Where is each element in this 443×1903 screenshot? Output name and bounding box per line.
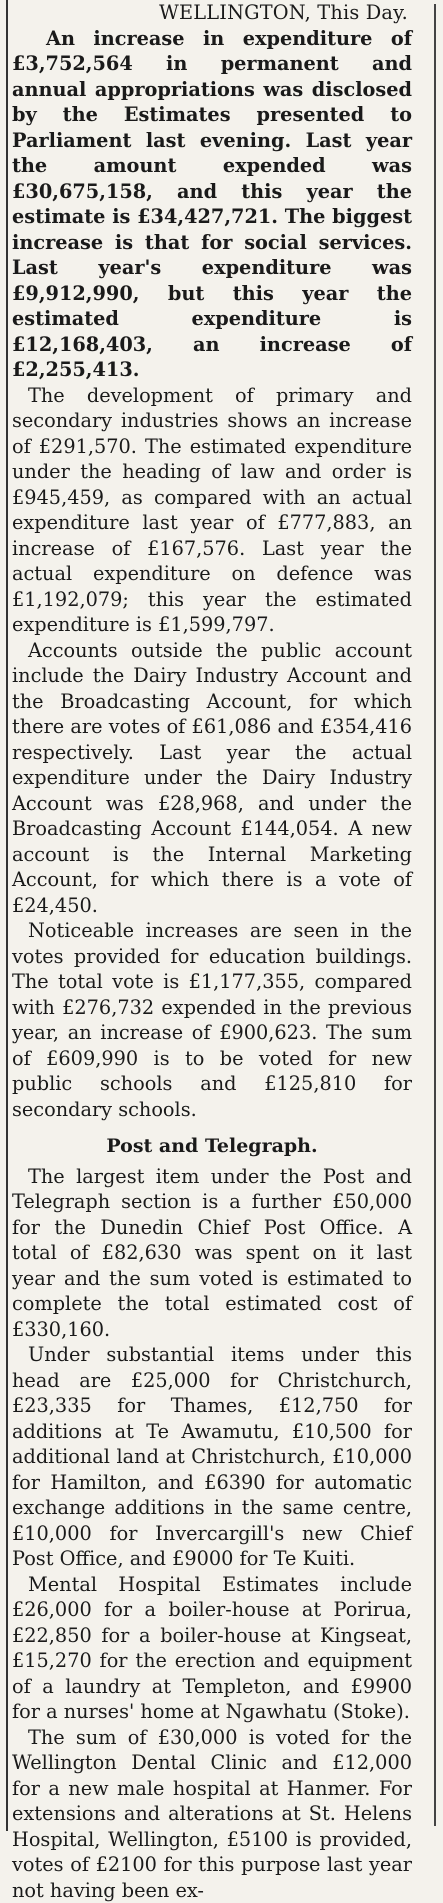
dateline: WELLINGTON, This Day.	[12, 0, 412, 26]
paragraph-post-office: The largest item under the Post and Telegraph section is a further £50,000 for the Dunedin Chief Post Office. A total of £82,630 was spent on it last year and the sum voted is estimated to complete the total estimated cost of £330,160.	[12, 1164, 412, 1343]
paragraph-mental-hospital: Mental Hospital Estimates include £26,000 for a boiler-house at Porirua, £22,850 for a boiler-house at Kingseat, £15,270 for the erection and equipment of a laundry at Templeton, and £9900 for a nurses' home at Ngawhatu (Stoke).	[12, 1572, 412, 1725]
lead-paragraph: An increase in expenditure of £3,752,564 in permanent and annual appropriations was disclosed by the Estimates presented to Parliament last evening. Last year the amount expended was £30,675,158, and this year the estimate is £34,427,721. The biggest increase is that for social services. Last year's expenditure was £9,912,990, but this year the estimated expenditure is £12,168,403, an increase of £2,255,413.	[12, 26, 412, 383]
paragraph-substantial-items: Under substantial items under this head are £25,000 for Christchurch, £23,335 for Thames, £12,750 for additions at Te Awamutu, £10,500 for additional land at Christchurch, £10,000 for Hamilton, and £6390 for automatic exchange additions in the same centre, £10,000 for Invercargill's new Chief Post Office, and £9000 for Te Kuiti.	[12, 1342, 412, 1572]
paragraph-industries: The development of primary and secondary industries shows an increase of £291,570. The estimated expenditure under the heading of law and order is £945,459, as compared with an actual expenditure last year of £777,883, an increase of £167,576. Last year the actual expenditure on defence was £1,192,079; this year the estimated expenditure is £1,599,797.	[12, 383, 412, 638]
paragraph-dental-clinic: The sum of £30,000 is voted for the Wellington Dental Clinic and £12,000 for a new male hospital at Hanmer. For extensions and alterations at St. Helens Hospital, Wellington, £5100 is provided, votes of £2100 for this purpose last year not having been ex-	[12, 1725, 412, 1903]
paragraph-education: Noticeable increases are seen in the votes provided for education buildings. The total vote is £1,177,355, compared with £276,732 expended in the previous year, an increase of £900,623. The sum of £609,990 is to be voted for new public schools and £125,810 for secondary schools.	[12, 918, 412, 1122]
news-article	[12, 0, 412, 1903]
section-heading: Post and Telegraph.	[12, 1134, 412, 1160]
paragraph-accounts: Accounts outside the public account include the Dairy Industry Account and the Broadcasting Account, for which there are votes of £61,086 and £354,416 respectively. Last year the actual expenditure under the Dairy Industry Account was £28,968, and under the Broadcasting Account £144,054. A new account is the Internal Marketing Account, for which there is a vote of £24,450.	[12, 638, 412, 919]
column-rule-right	[434, 4, 436, 1826]
